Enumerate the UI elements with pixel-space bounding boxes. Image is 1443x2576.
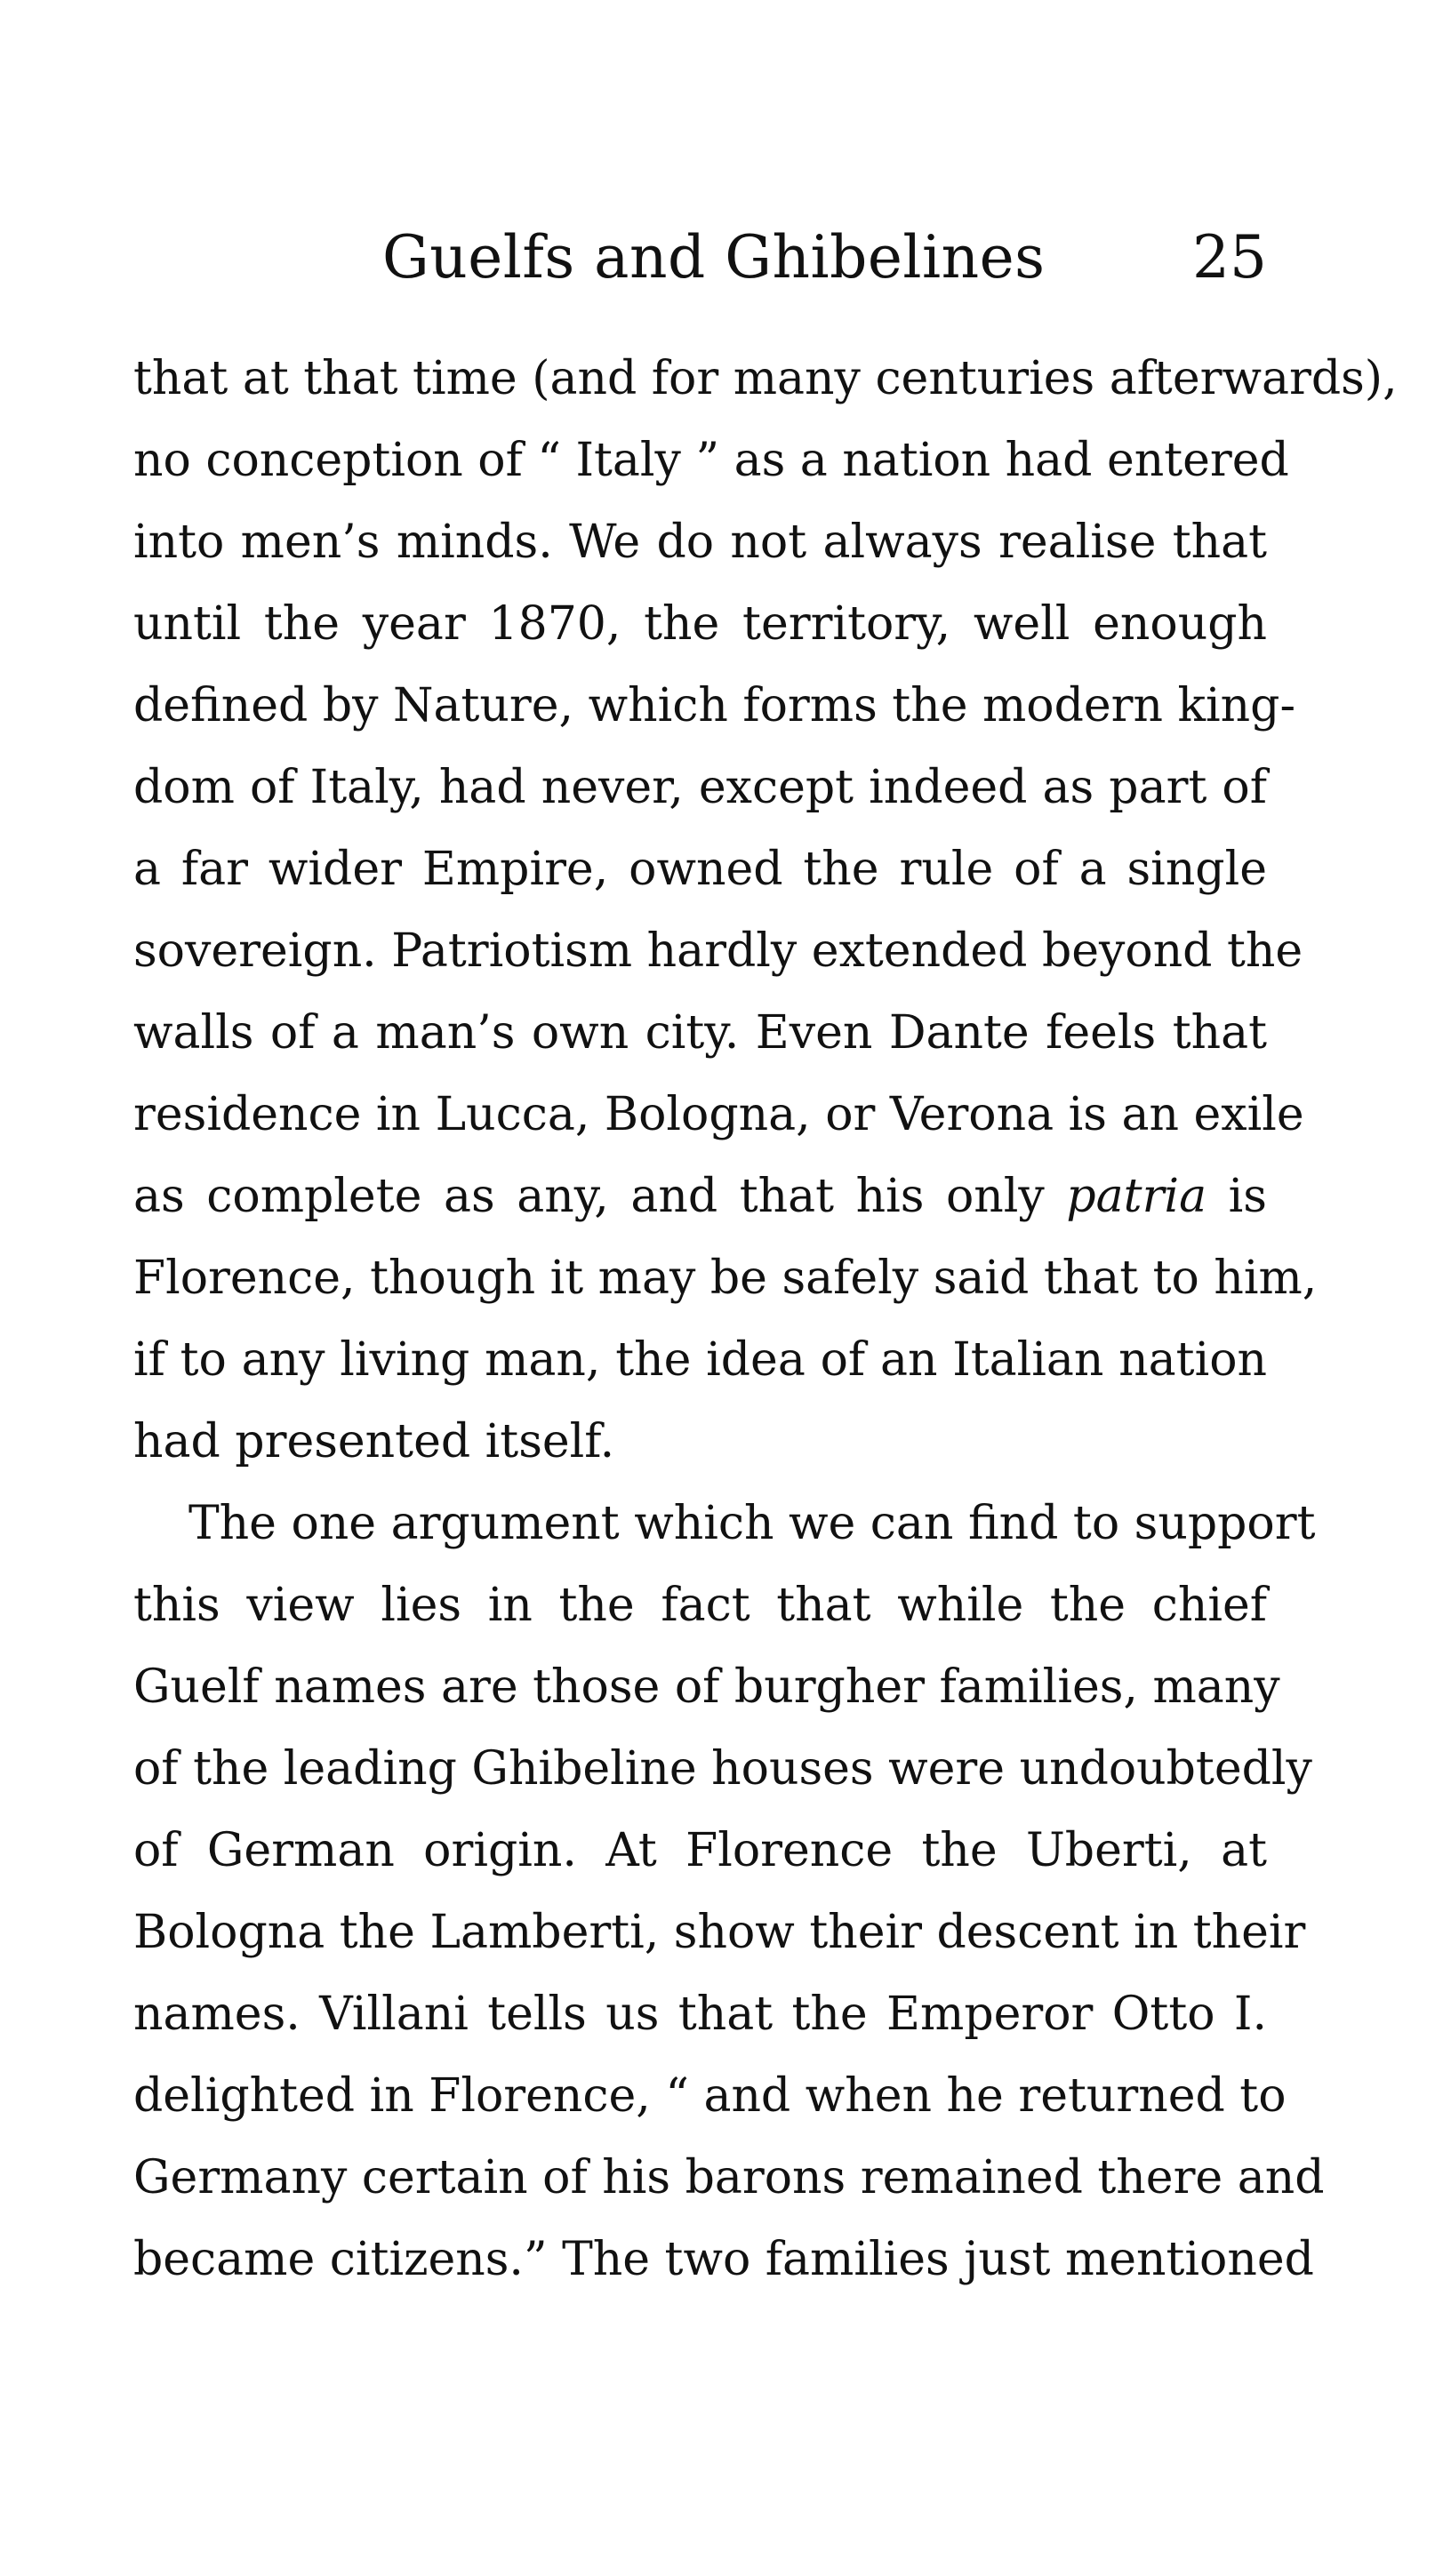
page-title: Guelfs and Ghibelines bbox=[382, 223, 1046, 292]
text-line: until the year 1870, the territory, well enough bbox=[133, 597, 1267, 651]
line-start: as complete as any, and that his only bbox=[133, 1170, 1045, 1223]
page-number: 25 bbox=[1192, 223, 1267, 292]
text-line: defined by Nature, which forms the modern king- bbox=[133, 679, 1296, 732]
text-line: names. Villani tells us that the Emperor Otto I. bbox=[133, 1988, 1267, 2041]
text-line: had presented itself. bbox=[133, 1415, 615, 1468]
text-line: Guelf names are those of burgher families, many bbox=[133, 1660, 1280, 1714]
line-end: is bbox=[1228, 1170, 1267, 1223]
text-line: a far wider Empire, owned the rule of a single bbox=[133, 843, 1267, 896]
text-line: became citizens.” The two families just mentioned bbox=[133, 2233, 1314, 2286]
paragraph-1 bbox=[133, 338, 1398, 1483]
italic-term-patria: patria bbox=[1066, 1170, 1207, 1223]
text-line: residence in Lucca, Bologna, or Verona is an exile bbox=[133, 1088, 1304, 1141]
paragraph-2 bbox=[133, 1483, 1325, 2300]
text-line: this view lies in the fact that while the chief bbox=[133, 1579, 1267, 1632]
text-line: The one argument which we can find to support bbox=[188, 1497, 1316, 1550]
text-line: dom of Italy, had never, except indeed as part of bbox=[133, 761, 1267, 814]
text-line-with-italic bbox=[133, 1156, 1267, 1237]
body-text bbox=[133, 338, 1398, 2300]
text-line: Florence, though it may be safely said that to him, bbox=[133, 1252, 1318, 1305]
text-line: of the leading Ghibeline houses were undoubtedly bbox=[133, 1742, 1312, 1796]
text-line: into men’s minds. We do not always realise that bbox=[133, 516, 1267, 569]
text-line: of German origin. At Florence the Uberti, at bbox=[133, 1824, 1267, 1877]
text-line: that at that time (and for many centuries afterwards), bbox=[133, 352, 1398, 405]
text-line: walls of a man’s own city. Even Dante feels that bbox=[133, 1006, 1267, 1060]
text-line: Bologna the Lamberti, show their descent in their bbox=[133, 1906, 1306, 1959]
text-line: no conception of “ Italy ” as a nation had entered bbox=[133, 434, 1289, 487]
running-head bbox=[133, 222, 1267, 293]
text-line: sovereign. Patriotism hardly extended beyond the bbox=[133, 924, 1303, 978]
text-line: delighted in Florence, “ and when he returned to bbox=[133, 2069, 1287, 2123]
text-line: if to any living man, the idea of an Italian nation bbox=[133, 1333, 1267, 1387]
text-line: Germany certain of his barons remained there and bbox=[133, 2151, 1325, 2204]
